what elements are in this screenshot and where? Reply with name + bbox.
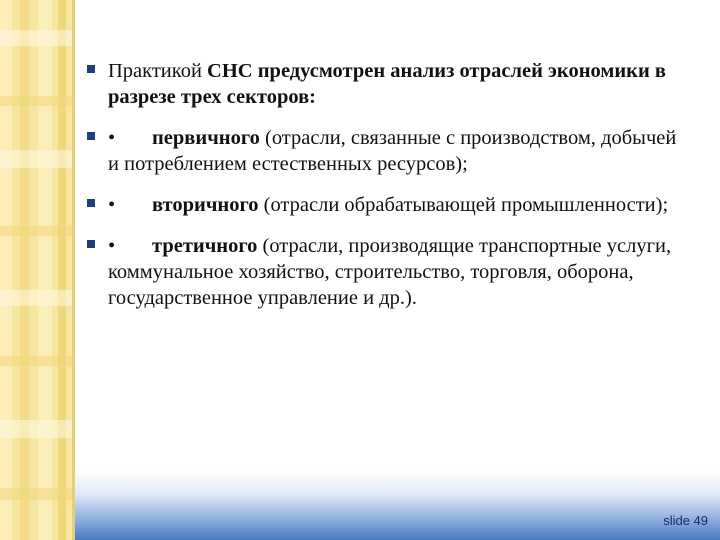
- square-bullet-icon: [87, 132, 95, 140]
- slide-body: [86, 58, 686, 326]
- round-bullet-glyph: •: [108, 194, 116, 216]
- square-bullet-icon: [87, 199, 95, 207]
- tertiary-sector-term: третичного: [152, 235, 258, 257]
- bullet-item-primary: [86, 125, 686, 177]
- decorative-plaid-strip: [0, 0, 74, 540]
- bullet-item-secondary: [86, 192, 686, 218]
- slide-number: slide 49: [663, 513, 708, 528]
- secondary-sector-term: вторичного: [152, 194, 259, 216]
- round-bullet-glyph: •: [108, 127, 116, 149]
- tertiary-sector-description: (отрасли, производящие транспортные услуги, коммунальное хозяйство, строительство, торговля, оборона, государственное управление и др.).: [108, 235, 672, 309]
- round-bullet-glyph: •: [108, 235, 116, 257]
- bullet-item-intro: [86, 58, 686, 110]
- primary-sector-description: (отрасли, связанные с производством, добычей и потреблением естественных ресурсов);: [108, 127, 677, 175]
- intro-bold-text: СНС предусмотрен анализ отраслей экономики в разрезе трех секторов:: [108, 60, 666, 108]
- strip-edge-line: [72, 0, 75, 540]
- bullet-item-tertiary: [86, 233, 686, 311]
- footer-gradient-band: [75, 470, 720, 540]
- square-bullet-icon: [87, 65, 95, 73]
- primary-sector-term: первичного: [152, 127, 260, 149]
- intro-lead-text: Практикой: [108, 60, 208, 82]
- secondary-sector-description: (отрасли обрабатывающей промышленности);: [258, 194, 669, 216]
- square-bullet-icon: [87, 240, 95, 248]
